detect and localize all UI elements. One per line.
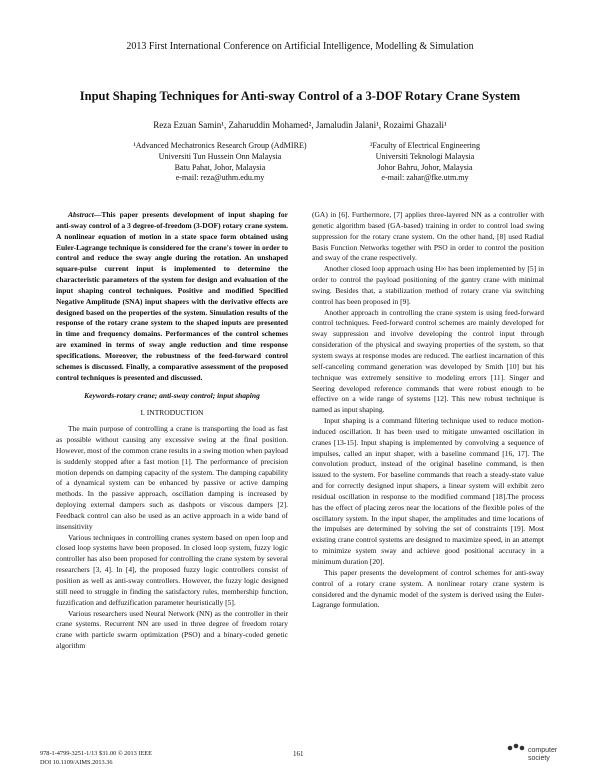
affiliation-1 [120, 141, 320, 184]
ieee-computer-society-logo [502, 740, 560, 764]
affiliation-line: ¹Advanced Mechatronics Research Group (AdMIRE) [133, 141, 307, 150]
affiliation-email: e-mail: reza@uthm.edu.my [175, 173, 265, 183]
body-paragraph: Various researchers used Neural Network (NN) as the controller in their crane systems. Recurrent NN are used in three degree of freedom rotary crane with particle swarm optimization (PSO) and a binary-coded genetic algorithm [56, 608, 288, 651]
affiliation-line: Universiti Tun Hussein Onn Malaysia [158, 151, 282, 161]
author-list: Reza Ezuan Samin¹, Zaharuddin Mohamed², Jamaludin Jalani¹, Rozaimi Ghazali¹ [153, 120, 447, 130]
affiliation-line: Johor Bahru, Johor, Malaysia [377, 162, 473, 172]
body-paragraph: Another closed loop approach using H∞ has been implemented by [5] in order to control the payload positioning of the gantry crane with minimal swing. Besides that, a stabilization method of rotary crane via switching control has been proposed in [9]. [312, 264, 544, 306]
affiliation-email: e-mail: zahar@fke.utm.my [381, 173, 469, 183]
body-paragraph: Another approach in controlling the crane system is using feed-forward control techniques. Feed-forward control schemes are mainly developed for sway suppression and involve developing the control input through consideration of the physical and swaying properties of the system, so that system sways at response modes are reduced. The earliest incarnation of this self-canceling command generation was developed by Smith [10] but his technique was extremely sensitive to modeling errors [11]. Singer and Seering developed reference commands that were robust enough to be effective on a wide range of systems [12]. This new robust technique is named as input shaping. [312, 307, 544, 415]
body-paragraph: This paper presents the development of control schemes for anti-sway control of a rotary crane system. A nonlinear rotary crane system is considered and the dynamic model of the system is derived using the Euler-Lagrange formulation. [312, 567, 544, 610]
paper-title: Input Shaping Techniques for Anti-sway Control of a 3-DOF Rotary Crane System [79, 89, 521, 103]
footer-info [40, 750, 152, 767]
affiliation-line: ²Faculty of Electrical Engineering [369, 141, 481, 150]
body-paragraph: Input shaping is a command filtering technique used to reduce motion-induced oscillation. It has been used to mitigate unwanted oscillation in cranes [13-15]. Input shaping is implemented by convolving a sequence of impulses, called an input shaper, with a baseline command [16, 17]. The convolution product, instead of the original baseline command, is then issued to the system. For baseline commands that reach a steady-state value and for correctly designed input shapers, a linear system will exhibit zero residual oscillation in response to the modified command [18].The process has the effect of placing zeros near the locations of the flexible poles of the oscillatory system. In the input shaper, the amplitudes and time locations of the impulses are determined by solving the set of constraints [19]. Most existing crane control systems are designed to maximize speed, in an attempt to minimize system sway and achieve good positional accuracy in a minimum duration [20]. [312, 416, 544, 566]
right-column [312, 210, 544, 611]
abstract [56, 210, 288, 384]
section-heading: I. INTRODUCTION [140, 408, 204, 418]
body-paragraph: (GA) in [6]. Furthermore, [7] applies three-layered NN as a controller with genetic algorithm based (GA-based) training in order to control load swing suppression for the rotary crane system. On the other hand, [8] used Radial Basis Function Networks together with PSO in order to control the position and sway of the crane respectively. [312, 210, 544, 263]
logo-text-bottom: society [528, 755, 550, 762]
body-paragraph: The main purpose of controlling a crane is transporting the load as fast as possible without causing any excessive swing at the final position. However, most of the common crane results in a swing motion when payload is suddenly stopped after a fast motion [1]. The performance of precision motion depends on damping capacity of the system. The damping capability of a dynamical system can be enhanced by passive or active damping methods. In the passive approach, oscillation damping is increased by deploying external dampers such as dashpots or viscous dampers [2]. Feedback control can also be used as an active approach in a wide band of insensitivity [56, 424, 288, 531]
affiliation-line: Batu Pahat, Johor, Malaysia [174, 162, 266, 172]
footer-isbn: 978-1-4799-3251-1/13 $31.00 © 2013 IEEE [40, 750, 152, 757]
abstract-text: —This paper presents development of input shaping for anti-sway control of a 3 degree-of-freedom (3-DOF) rotary crane system. A nonlinear equation of motion in a state space form obtained using Euler-Lagrange technique is considered for the crane's tower in order to control and reduce the sway angle during the rotation. An unshaped square-pulse current input is implemented to determine the characteristic parameters of the system for design and evaluation of the input shaping control techniques. Positive and modified Specified Negative Amplitude (SNA) input shapers with the derivative effects are designed based on the properties of the system. Simulation results of the response of the rotary crane system to the shaped inputs are presented in time and frequency domains. Performances of the control schemes are examined in terms of sway angle reduction and time response specifications. Moreover, the robustness of the feed-forward control schemes is discussed. Finally, a comparative assessment of the proposed control techniques is presented and discussed. [56, 210, 288, 382]
affiliation-2 [345, 141, 505, 184]
body-paragraph: Various techniques in controlling cranes system based on open loop and closed loop systems have been proposed. In closed loop system, fuzzy logic controller has also been proposed for controlling the crane system by several researchers [3, 4]. In [4], the proposed fuzzy logic controllers consist of position as well as anti-sway controllers. However, the fuzzy logic designed still need to struggle in finding the satisfactory rules, membership function, fuzzification and deffuzification parameter heuristically [5]. [56, 532, 288, 607]
left-column [56, 210, 288, 652]
footer-doi: DOI 10.1109/AIMS.2013.36 [40, 758, 113, 766]
logo-text-top: computer [528, 747, 558, 754]
affiliation-line: Universiti Teknologi Malaysia [375, 151, 475, 161]
abstract-lead: Abstract [68, 210, 94, 219]
page-number: 161 [293, 750, 304, 758]
keywords: Keywords-rotary crane; anti-sway control; input shaping [84, 390, 260, 400]
conference-header: 2013 First International Conference on Artificial Intelligence, Modelling & Simulation [126, 41, 474, 52]
